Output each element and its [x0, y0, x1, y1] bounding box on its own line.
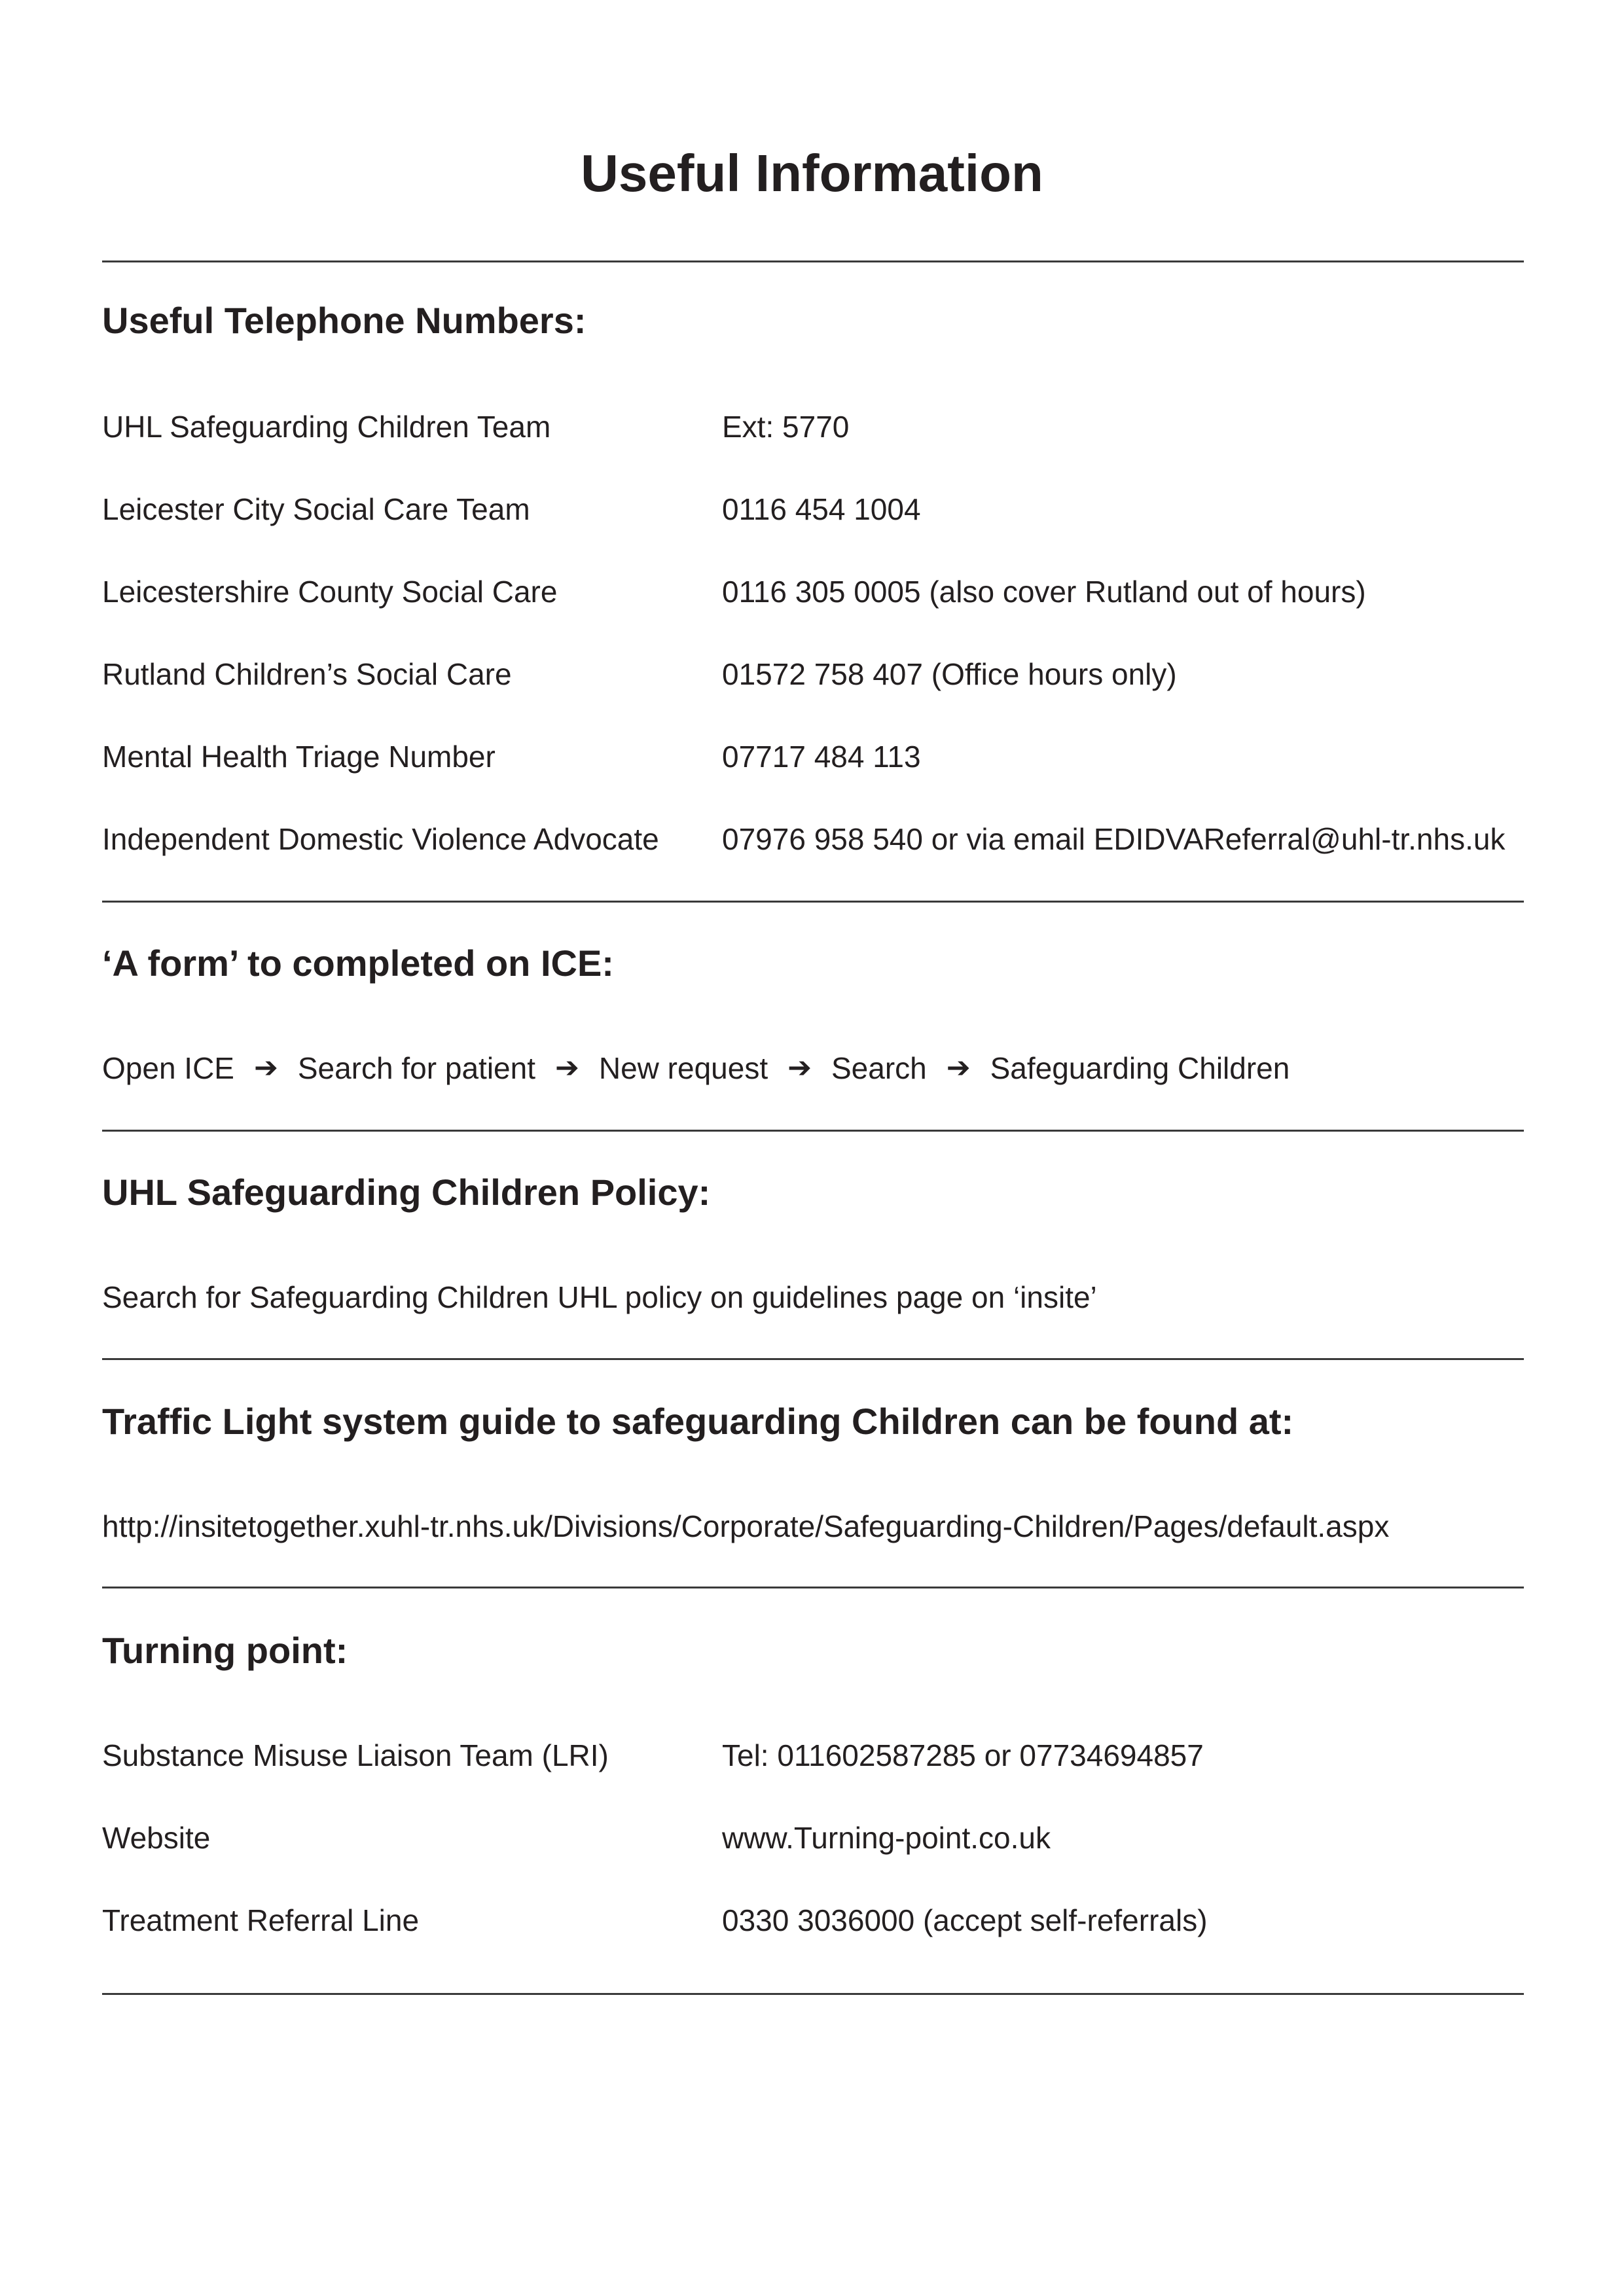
- divider: [102, 260, 1524, 262]
- telephone-value: 0116 454 1004: [722, 492, 921, 526]
- divider: [102, 1130, 1524, 1132]
- telephone-value: Ext: 5770: [722, 410, 850, 444]
- ice-step: Open ICE: [102, 1051, 234, 1085]
- turning-label: Website: [102, 1821, 211, 1855]
- divider: [102, 1587, 1524, 1588]
- divider: [102, 901, 1524, 903]
- page-title: Useful Information: [581, 144, 1043, 202]
- ice-step: New request: [598, 1051, 768, 1085]
- telephone-value: 07717 484 113: [722, 740, 921, 774]
- policy-heading: UHL Safeguarding Children Policy:: [102, 1172, 711, 1213]
- ice-step: Search for patient: [297, 1051, 535, 1085]
- telephone-label: Leicestershire County Social Care: [102, 575, 558, 609]
- turning-heading: Turning point:: [102, 1630, 348, 1671]
- telephone-label: Independent Domestic Violence Advocate: [102, 822, 659, 856]
- telephone-label: Mental Health Triage Number: [102, 740, 496, 774]
- traffic-url: http://insitetogether.xuhl-tr.nhs.uk/Divisions/Corporate/Safeguarding-Children/Pages/default.aspx: [102, 1509, 1390, 1543]
- telephone-label: Leicester City Social Care Team: [102, 492, 530, 526]
- divider: [102, 1358, 1524, 1360]
- telephone-heading: Useful Telephone Numbers:: [102, 300, 586, 341]
- turning-label: Treatment Referral Line: [102, 1903, 420, 1937]
- telephone-label: Rutland Children’s Social Care: [102, 657, 512, 691]
- ice-step: Safeguarding Children: [990, 1051, 1290, 1085]
- telephone-value: 01572 758 407 (Office hours only): [722, 657, 1177, 691]
- ice-heading: ‘A form’ to completed on ICE:: [102, 942, 614, 984]
- arrow-right-icon: ➔: [787, 1052, 812, 1084]
- telephone-value: 07976 958 540 or via email EDIDVAReferral@uhl-tr.nhs.uk: [722, 822, 1506, 856]
- ice-step: Search: [831, 1051, 927, 1085]
- turning-value: www.Turning-point.co.uk: [722, 1821, 1051, 1855]
- arrow-right-icon: ➔: [554, 1052, 579, 1084]
- telephone-label: UHL Safeguarding Children Team: [102, 410, 551, 444]
- ice-steps: [102, 1047, 1290, 1089]
- arrow-right-icon: ➔: [946, 1052, 971, 1084]
- turning-value: 0330 3036000 (accept self-referrals): [722, 1903, 1208, 1937]
- turning-value: Tel: 011602587285 or 07734694857: [722, 1738, 1204, 1772]
- telephone-value: 0116 305 0005 (also cover Rutland out of hours): [722, 575, 1366, 609]
- turning-label: Substance Misuse Liaison Team (LRI): [102, 1738, 609, 1772]
- arrow-right-icon: ➔: [254, 1052, 278, 1084]
- traffic-heading: Traffic Light system guide to safeguarding Children can be found at:: [102, 1401, 1294, 1442]
- policy-text: Search for Safeguarding Children UHL policy on guidelines page on ‘insite’: [102, 1280, 1097, 1314]
- divider: [102, 1993, 1524, 1995]
